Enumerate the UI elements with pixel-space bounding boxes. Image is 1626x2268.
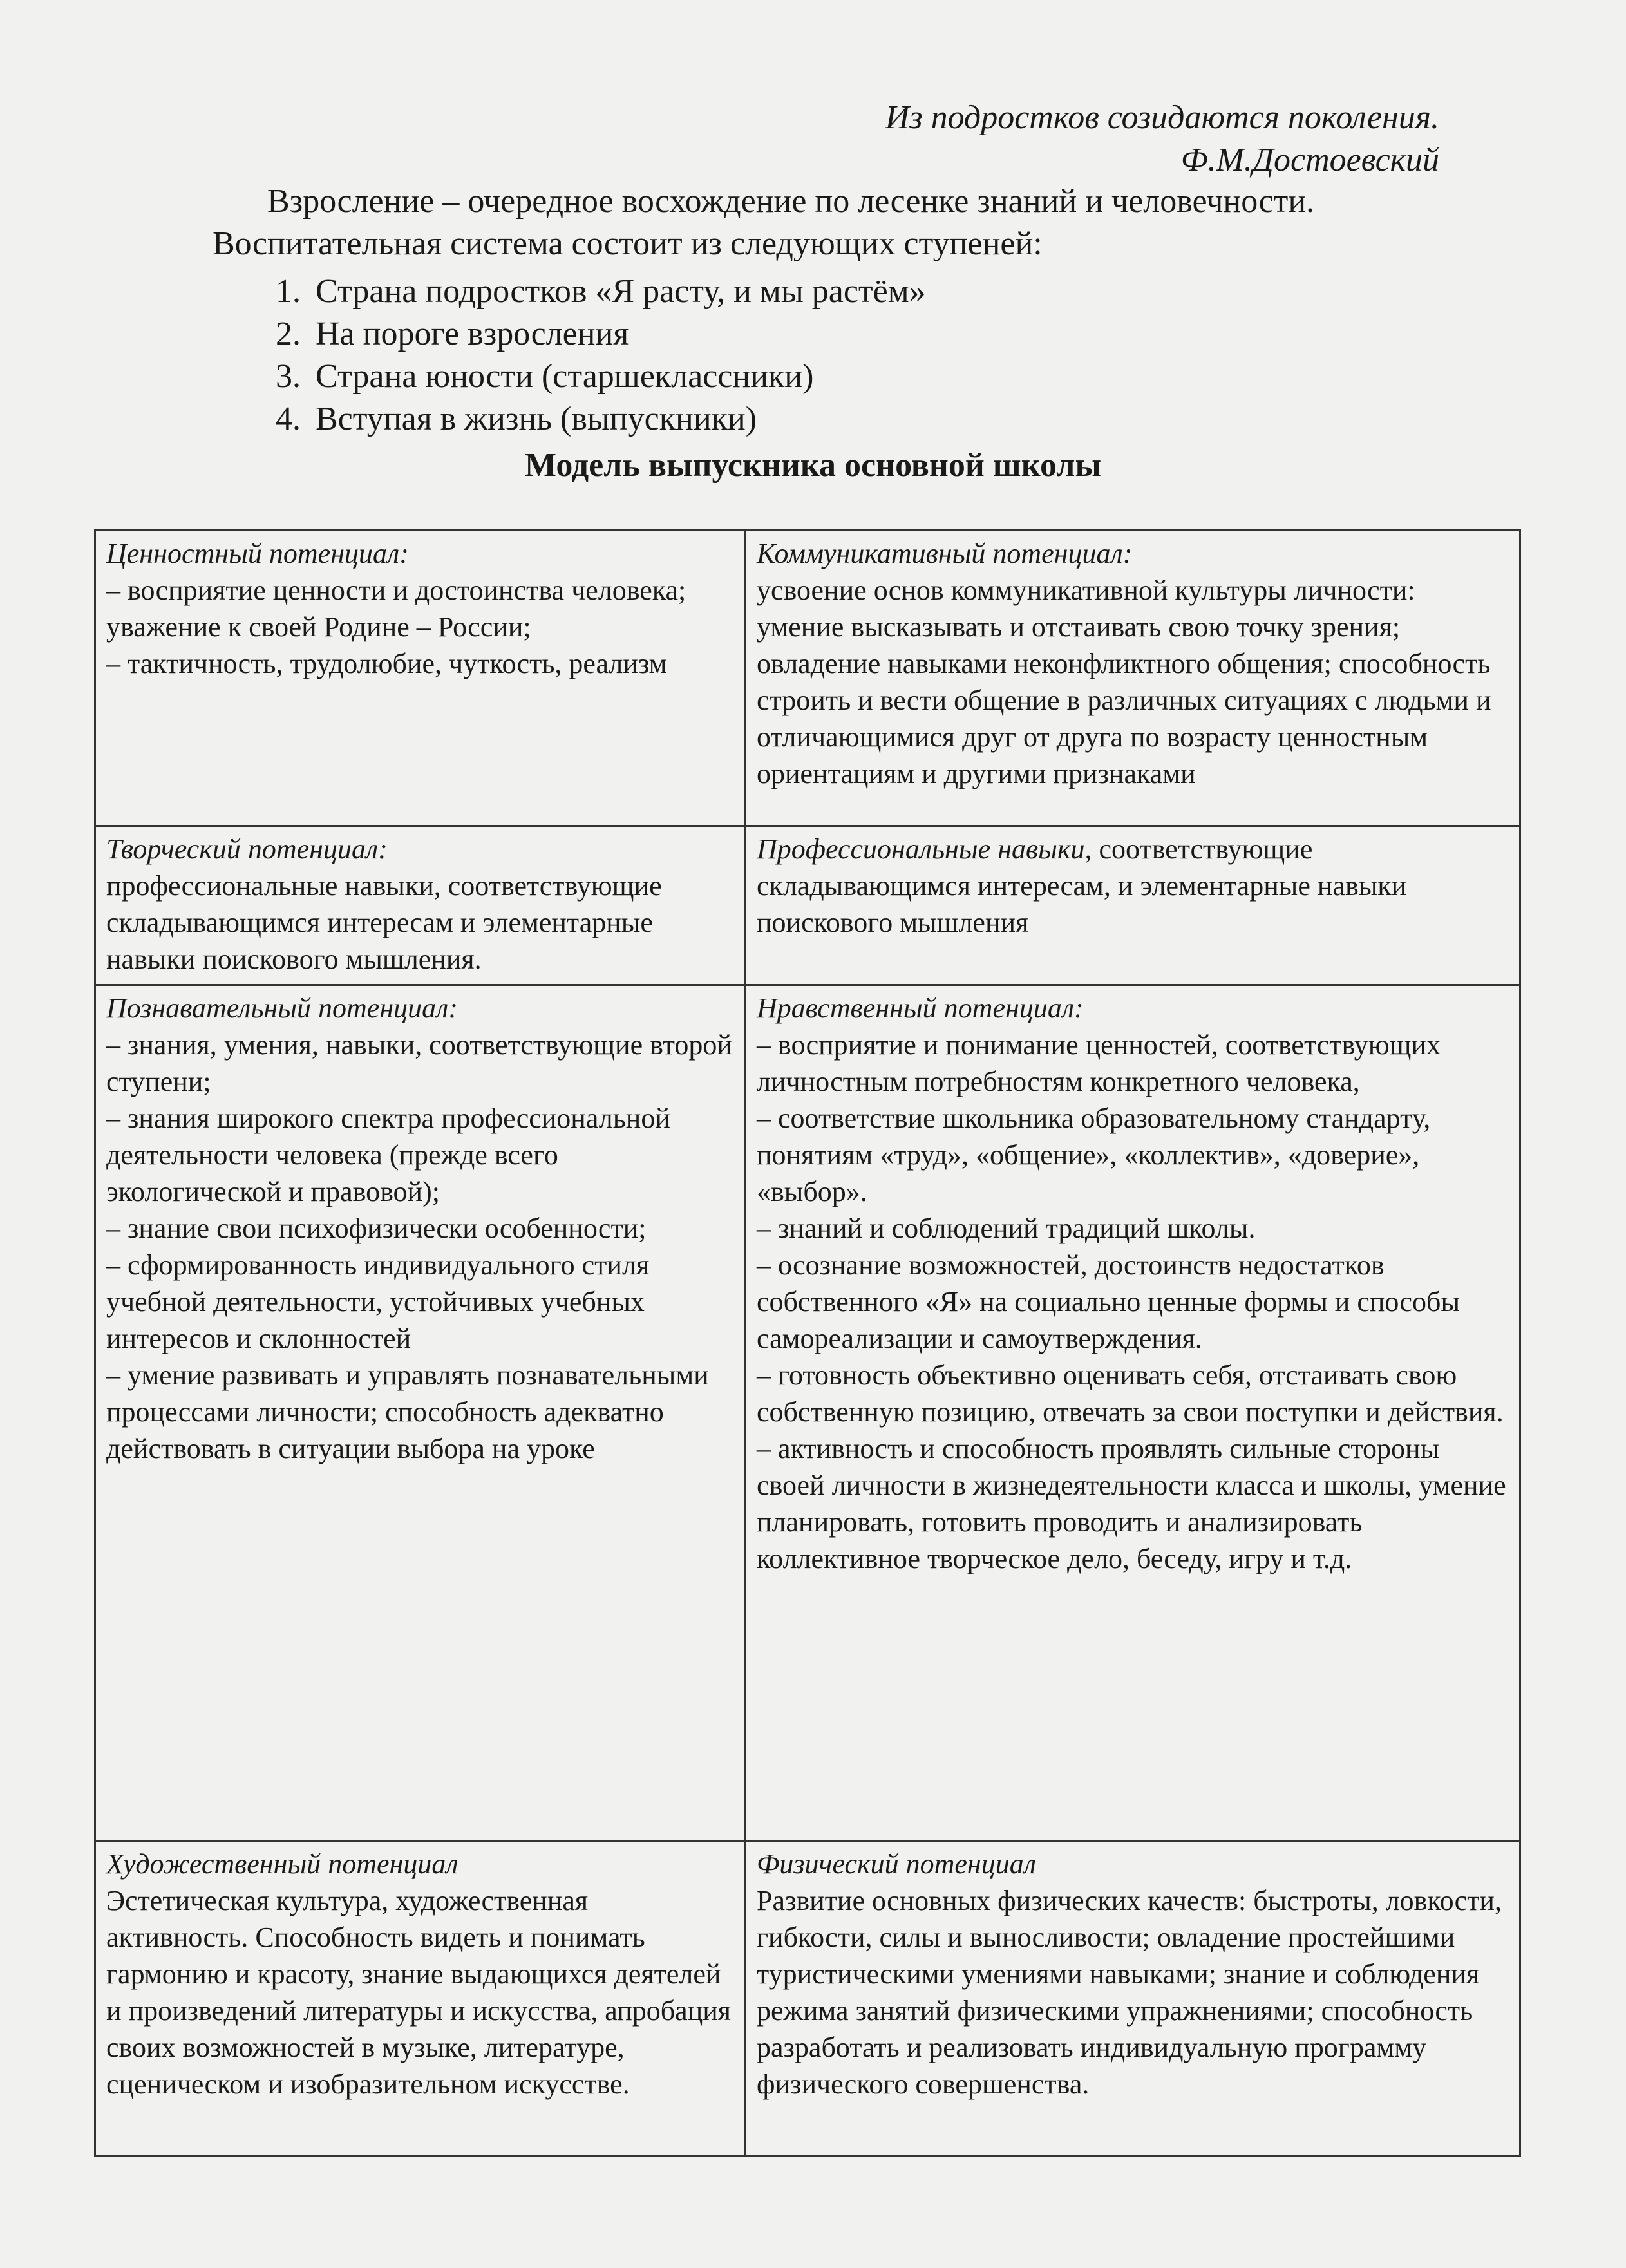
cell-text: соответствующие складывающимся интересам, и элементарные навыки поискового мышления	[757, 833, 1407, 938]
epigraph	[885, 97, 1439, 182]
cell-title: Профессиональные навыки,	[757, 833, 1092, 865]
cell-line: – знание свои психофизически особенности;	[106, 1213, 647, 1244]
moral-potential-cell	[746, 985, 1520, 1841]
graduate-model-table	[94, 529, 1521, 2157]
table-row	[95, 985, 1520, 1841]
epigraph-author: Ф.М.Достоевский	[1180, 142, 1439, 178]
cell-line: – тактичность, трудолюбие, чуткость, реализм	[106, 648, 667, 679]
cell-title: Нравственный потенциал:	[757, 992, 1084, 1024]
cell-line: – знаний и соблюдений традиций школы.	[757, 1213, 1256, 1244]
intro-text	[213, 180, 1468, 265]
cell-title: Творческий потенциал:	[106, 833, 388, 865]
cell-line: – готовность объективно оценивать себя, отстаивать свою собственную позицию, отвечать за свои поступки и действия.	[757, 1359, 1504, 1428]
cell-line: – восприятие и понимание ценностей, соответствующих личностным потребностям конкретного человека,	[757, 1029, 1441, 1097]
cell-title: Физический потенциал	[757, 1848, 1036, 1880]
cell-line: – знания, умения, навыки, соответствующие второй ступени;	[106, 1029, 732, 1097]
creative-potential-cell	[95, 826, 746, 985]
professional-skills-cell	[746, 826, 1520, 985]
artistic-potential-cell	[95, 1841, 746, 2156]
cognitive-potential-cell	[95, 985, 746, 1841]
step-item: 2. На пороге взросления	[309, 313, 926, 355]
table-row	[95, 531, 1520, 826]
step-item: 3. Страна юности (старшеклассники)	[309, 355, 926, 398]
cell-line: Развитие основных физических качеств: быстроты, ловкости, гибкости, силы и выносливости; овладение простейшими туристическими умениями навыками; знание и соблюдения режима занятий физическими упражнениями; способность разработать и реализовать индивидуальную программу физического совершенства.	[757, 1885, 1502, 2100]
cell-title: Ценностный потенциал:	[106, 538, 409, 569]
step-item: 1. Страна подростков «Я расту, и мы растём»	[309, 270, 926, 313]
cell-line: – умение развивать и управлять познавательными процессами личности; способность адекватно действовать в ситуации выбора на уроке	[106, 1359, 709, 1464]
cell-title: Художественный потенциал	[106, 1848, 458, 1880]
physical-potential-cell	[746, 1841, 1520, 2156]
communicative-potential-cell	[746, 531, 1520, 826]
table-row	[95, 826, 1520, 985]
cell-line: – соответствие школьника образовательному стандарту, понятиям «труд», «общение», «коллектив», «доверие», «выбор».	[757, 1102, 1431, 1207]
cell-line: профессиональные навыки, соответствующие складывающимся интересам и элементарные навыки поискового мышления.	[106, 870, 662, 975]
model-title: Модель выпускника основной школы	[524, 447, 1102, 484]
cell-line: Эстетическая культура, художественная активность. Способность видеть и понимать гармонию и красоту, знание выдающихся деятелей и произведений литературы и искусства, апробация своих возможностей в музыке, литературе, сценическом и изобразительном искусстве.	[106, 1885, 732, 2100]
steps-list	[258, 270, 926, 440]
epigraph-quote: Из подростков созидаются поколения.	[885, 99, 1439, 136]
cell-line: – активность и способность проявлять сильные стороны своей личности в жизнедеятельности класса и школы, умение планировать, готовить проводить и анализировать коллективное творческое дело, беседу, игру и т.д.	[757, 1433, 1506, 1574]
table-row	[95, 1841, 1520, 2156]
cell-line: – знания широкого спектра профессиональной деятельности человека (прежде всего экологической и правовой);	[106, 1102, 670, 1207]
cell-line: – осознание возможностей, достоинств недостатков собственного «Я» на социально ценные формы и способы самореализации и самоутверждения.	[757, 1249, 1461, 1354]
values-potential-cell	[95, 531, 746, 826]
intro-line-1: Взросление – очередное восхождение по лесенке знаний и человечности.	[267, 183, 1315, 220]
cell-title: Коммуникативный потенциал:	[757, 538, 1133, 569]
step-item: 4. Вступая в жизнь (выпускники)	[309, 398, 926, 440]
cell-title: Познавательный потенциал:	[106, 992, 458, 1024]
cell-line: – сформированность индивидуального стиля учебной деятельности, устойчивых учебных интересов и склонностей	[106, 1249, 650, 1354]
cell-line: усвоение основ коммуникативной культуры личности: умение высказывать и отстаивать свою точку зрения; овладение навыками неконфликтного общения; способность строить и вести общение в различных ситуациях с людьми и отличающимися друг от друга по возрасту ценностным ориентациям и другими признаками	[757, 574, 1491, 789]
cell-line: – восприятие ценности и достоинства человека; уважение к своей Родине – России;	[106, 574, 686, 643]
intro-line-2: Воспитательная система состоит из следующих ступеней:	[213, 225, 1043, 262]
